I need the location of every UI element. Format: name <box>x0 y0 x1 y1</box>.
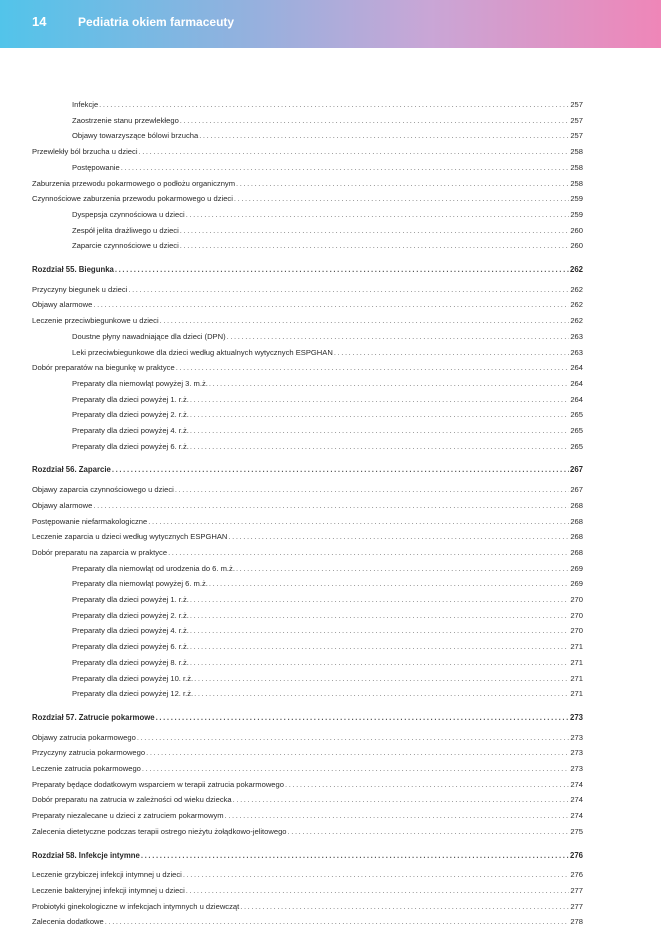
book-title: Pediatria okiem farmaceuty <box>78 15 235 29</box>
toc-entry-page: 275 <box>570 826 583 836</box>
toc-entry[interactable] <box>32 823 583 837</box>
toc-entry-page: 270 <box>570 626 583 636</box>
toc-entry-page: 264 <box>570 378 583 388</box>
dot-leader <box>288 827 570 837</box>
toc-entry[interactable] <box>32 913 583 927</box>
toc-entry-title: Doustne płyny nawadniające dla dzieci (DPN) <box>72 331 226 341</box>
toc-entry-title: Zaparcie czynnościowe u dzieci <box>72 241 179 251</box>
toc-entry-page: 262 <box>570 300 583 310</box>
dot-leader <box>93 300 569 310</box>
toc-entry[interactable] <box>32 866 583 880</box>
toc-entry[interactable] <box>32 898 583 912</box>
toc-entry-page: 258 <box>570 147 583 157</box>
toc-entry[interactable] <box>72 622 583 636</box>
toc-entry-title: Leczenie zaparcia u dzieci według wytycznych ESPGHAN <box>32 532 228 542</box>
toc-entry-page: 277 <box>570 901 583 911</box>
dot-leader <box>112 465 569 475</box>
toc-entry-page: 257 <box>570 100 583 109</box>
toc-entry-title: Leki przeciwbiegunkowe dla dzieci według aktualnych wytycznych ESPGHAN <box>72 347 333 357</box>
toc-entry-page: 263 <box>570 347 583 357</box>
toc-chapter[interactable] <box>32 847 583 861</box>
dot-leader <box>175 485 570 495</box>
toc-entry-page: 273 <box>570 748 583 758</box>
toc-entry-title: Zalecenia dodatkowe <box>32 917 104 927</box>
dot-leader <box>240 902 569 912</box>
dot-leader <box>234 194 569 204</box>
dot-leader <box>146 748 569 758</box>
toc-entry[interactable] <box>72 591 583 605</box>
toc-entry-title: Leczenie grzybiczej infekcji intymnej u dzieci <box>32 870 182 880</box>
toc-entry-page: 273 <box>570 732 583 742</box>
dot-leader <box>285 780 569 790</box>
toc-entry-title: Objawy alarmowe <box>32 300 93 310</box>
toc-entry-page: 269 <box>570 579 583 589</box>
toc-entry[interactable] <box>72 422 583 436</box>
toc-entry-page: 271 <box>570 642 583 652</box>
toc-entry[interactable] <box>32 744 583 758</box>
dot-leader <box>180 226 570 236</box>
toc-entry-page: 257 <box>570 115 583 125</box>
toc-entry-page: 259 <box>570 209 583 219</box>
toc-entry[interactable] <box>32 312 583 326</box>
toc-entry-title: Przyczyny biegunek u dzieci <box>32 284 128 294</box>
toc-entry-page: 258 <box>570 178 583 188</box>
toc-entry[interactable] <box>72 654 583 668</box>
toc-entry[interactable] <box>32 528 583 542</box>
toc-chapter[interactable] <box>32 709 583 723</box>
toc-entry-title: Objawy alarmowe <box>32 500 93 510</box>
dot-leader <box>209 379 569 389</box>
toc-entry-title: Preparaty dla dzieci powyżej 2. r.ż. <box>72 610 189 620</box>
toc-entry-page: 270 <box>570 610 583 620</box>
toc-entry[interactable] <box>72 328 583 342</box>
dot-leader <box>236 179 569 189</box>
toc-entry-title: Preparaty dla dzieci powyżej 8. r.ż. <box>72 657 189 667</box>
dot-leader <box>93 501 569 511</box>
toc-entry-title: Dobór preparatu na zatrucia w zależności od wieku dziecka <box>32 795 232 805</box>
toc-entry-title: Dyspepsja czynnościowa u dzieci <box>72 209 185 219</box>
toc-entry-title: Objawy zatrucia pokarmowego <box>32 732 136 742</box>
dot-leader <box>194 689 569 699</box>
toc-entry-title: Preparaty niezalecane u dzieci z zatruciem pokarmowym <box>32 811 224 821</box>
dot-leader <box>176 363 570 373</box>
toc-entry-page: 271 <box>570 689 583 699</box>
dot-leader <box>180 116 570 126</box>
toc-entry[interactable] <box>72 670 583 684</box>
toc-entry[interactable] <box>32 143 583 157</box>
toc-entry[interactable] <box>32 359 583 373</box>
toc-entry[interactable] <box>32 296 583 310</box>
toc-entry-title: Zespół jelita drażliwego u dzieci <box>72 225 179 235</box>
toc-entry[interactable] <box>72 391 583 405</box>
toc-entry[interactable] <box>72 222 583 236</box>
toc-entry[interactable] <box>72 127 583 141</box>
toc-entry-title: Infekcje <box>72 100 99 109</box>
toc-entry-page: 276 <box>570 870 583 880</box>
toc-entry-title: Objawy zaparcia czynnościowego u dzieci <box>32 485 174 495</box>
toc-entry[interactable] <box>72 406 583 420</box>
dot-leader <box>190 426 569 436</box>
dot-leader <box>194 674 569 684</box>
toc-entry-title: Rozdział 57. Zatrucie pokarmowe <box>32 712 155 722</box>
toc-entry-title: Preparaty dla dzieci powyżej 1. r.ż. <box>72 595 189 604</box>
toc-entry-title: Postępowanie <box>72 162 120 172</box>
dot-leader <box>160 316 570 326</box>
dot-leader <box>137 733 569 743</box>
toc-entry[interactable] <box>72 560 583 574</box>
dot-leader <box>233 795 570 805</box>
page-number: 14 <box>32 14 47 29</box>
toc-entry-title: Rozdział 56. Zaparcie <box>32 465 111 475</box>
toc-entry-page: 265 <box>570 426 583 435</box>
toc-entry-page: 262 <box>569 265 583 274</box>
toc-entry-title: Objawy towarzyszące bólowi brzucha <box>72 131 199 141</box>
toc-entry-page: 273 <box>569 712 583 722</box>
toc-entry-page: 262 <box>570 316 583 326</box>
toc-entry-page: 260 <box>570 225 583 235</box>
toc-entry[interactable] <box>72 638 583 652</box>
toc-entry-page: 258 <box>570 162 583 172</box>
toc-entry-title: Preparaty dla dzieci powyżej 10. r.ż. <box>72 673 194 683</box>
toc-entry[interactable] <box>32 729 583 743</box>
toc-entry-page: 273 <box>570 764 583 773</box>
dot-leader <box>186 210 570 220</box>
toc-entry-page: 267 <box>570 485 583 495</box>
toc-entry-title: Preparaty dla dzieci powyżej 6. r.ż. <box>72 642 189 652</box>
toc-entry[interactable] <box>32 513 583 527</box>
dot-leader <box>168 548 569 558</box>
toc-entry-page: 277 <box>570 885 583 895</box>
toc-chapter[interactable] <box>32 261 583 275</box>
toc-entry-title: Preparaty dla dzieci powyżej 4. r.ż. <box>72 626 189 636</box>
toc-entry-page: 263 <box>570 331 583 341</box>
dot-leader <box>190 442 569 452</box>
page-header <box>0 0 661 48</box>
toc-entry-page: 274 <box>570 779 583 789</box>
toc-entry-page: 264 <box>570 394 583 404</box>
dot-leader <box>115 265 569 275</box>
toc-entry[interactable] <box>32 882 583 896</box>
dot-leader <box>190 395 569 405</box>
toc-entry-title: Dobór preparatów na biegunkę w praktyce <box>32 363 175 373</box>
dot-leader <box>141 851 569 861</box>
toc-entry[interactable] <box>72 206 583 220</box>
toc-entry-title: Rozdział 55. Biegunka <box>32 265 114 274</box>
toc-entry-title: Preparaty dla dzieci powyżej 1. r.ż. <box>72 394 189 404</box>
toc-entry-title: Zalecenia dietetyczne podczas terapii ostrego nieżytu żołądkowo-jelitowego <box>32 826 287 836</box>
dot-leader <box>209 579 569 589</box>
toc-entry-title: Preparaty dla dzieci powyżej 6. r.ż. <box>72 441 189 451</box>
toc-entry[interactable] <box>72 96 583 110</box>
toc-entry-title: Leczenie zatrucia pokarmowego <box>32 764 141 773</box>
dot-leader <box>190 626 569 636</box>
toc-entry-page: 259 <box>570 194 583 204</box>
dot-leader <box>236 564 569 574</box>
toc-entry-title: Preparaty dla dzieci powyżej 4. r.ż. <box>72 426 189 435</box>
dot-leader <box>225 811 570 821</box>
toc-entry-title: Preparaty dla niemowląt powyżej 3. m.ż. <box>72 378 208 388</box>
dot-leader <box>99 100 569 110</box>
toc-entry-page: 271 <box>570 673 583 683</box>
toc-entry-title: Dobór preparatu na zaparcia w praktyce <box>32 547 168 557</box>
toc-entry[interactable] <box>32 497 583 511</box>
toc-entry-title: Postępowanie niefarmakologiczne <box>32 516 148 526</box>
toc-entry-title: Preparaty dla dzieci powyżej 2. r.ż. <box>72 410 189 420</box>
toc-entry-title: Przyczyny zatrucia pokarmowego <box>32 748 146 758</box>
toc-entry-title: Rozdział 58. Infekcje intymne <box>32 850 140 860</box>
toc-entry-title: Zaburzenia przewodu pokarmowego o podłożu organicznym <box>32 178 236 188</box>
toc-entry-page: 268 <box>570 516 583 526</box>
toc-entry[interactable] <box>32 281 583 295</box>
toc-entry-title: Leczenie bakteryjnej infekcji intymnej u dzieci <box>32 885 185 895</box>
dot-leader <box>190 595 569 605</box>
dot-leader <box>190 611 569 621</box>
toc-entry-title: Preparaty dla niemowląt od urodzenia do 6. m.ż. <box>72 563 235 573</box>
toc-entry-title: Preparaty dla dzieci powyżej 12. r.ż. <box>72 689 194 699</box>
toc-entry[interactable] <box>32 175 583 189</box>
dot-leader <box>228 532 569 542</box>
toc-entry-page: 270 <box>570 595 583 604</box>
toc-entry[interactable] <box>72 375 583 389</box>
toc-entry[interactable] <box>32 190 583 204</box>
toc-entry-page: 257 <box>570 131 583 141</box>
toc-entry-page: 262 <box>570 284 583 294</box>
toc-entry-page: 260 <box>570 241 583 251</box>
toc-entry-page: 274 <box>570 811 583 821</box>
toc-entry-page: 269 <box>570 563 583 573</box>
toc-entry-page: 276 <box>569 850 583 860</box>
toc-entry-title: Preparaty dla niemowląt powyżej 6. m.ż. <box>72 579 208 589</box>
toc-chapter[interactable] <box>32 461 583 475</box>
toc-entry[interactable] <box>32 791 583 805</box>
dot-leader <box>139 147 570 157</box>
toc-entry-page: 271 <box>570 657 583 667</box>
toc-entry[interactable] <box>72 575 583 589</box>
toc-entry[interactable] <box>32 776 583 790</box>
dot-leader <box>156 713 569 723</box>
dot-leader <box>180 241 570 251</box>
dot-leader <box>334 348 569 358</box>
toc-entry-page: 268 <box>570 500 583 510</box>
toc-entry[interactable] <box>72 237 583 251</box>
dot-leader <box>199 131 569 141</box>
toc-entry[interactable] <box>72 438 583 452</box>
dot-leader <box>142 764 569 774</box>
toc-entry-page: 265 <box>570 441 583 451</box>
toc-entry[interactable] <box>32 544 583 558</box>
toc-entry-page: 268 <box>570 532 583 542</box>
dot-leader <box>190 658 569 668</box>
dot-leader <box>186 886 570 896</box>
toc-entry-title: Preparaty będące dodatkowym wsparciem w terapii zatrucia pokarmowego <box>32 779 284 789</box>
toc-entry[interactable] <box>72 112 583 126</box>
toc-entry-page: 265 <box>570 410 583 420</box>
toc-entry[interactable] <box>72 159 583 173</box>
toc-entry-page: 274 <box>570 795 583 805</box>
toc-entry-title: Zaostrzenie stanu przewlekłego <box>72 115 179 125</box>
toc-entry-page: 268 <box>570 547 583 557</box>
toc-entry-title: Czynnościowe zaburzenia przewodu pokarmowego u dzieci <box>32 194 233 204</box>
dot-leader <box>183 870 569 880</box>
toc-entry-page: 278 <box>570 917 583 927</box>
dot-leader <box>190 410 569 420</box>
dot-leader <box>190 642 569 652</box>
toc-entry[interactable] <box>72 685 583 699</box>
dot-leader <box>148 517 569 527</box>
toc-entry[interactable] <box>72 607 583 621</box>
dot-leader <box>128 285 569 295</box>
dot-leader <box>227 332 570 342</box>
toc-entry-title: Leczenie przeciwbiegunkowe u dzieci <box>32 316 159 326</box>
toc-entry-page: 267 <box>569 465 583 475</box>
toc-entry[interactable] <box>32 481 583 495</box>
dot-leader <box>121 163 570 173</box>
toc-entry-page: 264 <box>570 363 583 373</box>
dot-leader <box>105 917 570 927</box>
toc-entry-title: Probiotyki ginekologiczne w infekcjach intymnych u dziewcząt <box>32 901 240 911</box>
toc-entry[interactable] <box>32 807 583 821</box>
toc-entry[interactable] <box>72 344 583 358</box>
toc-entry-title: Przewlekły ból brzucha u dzieci <box>32 147 138 157</box>
toc-entry[interactable] <box>32 760 583 774</box>
